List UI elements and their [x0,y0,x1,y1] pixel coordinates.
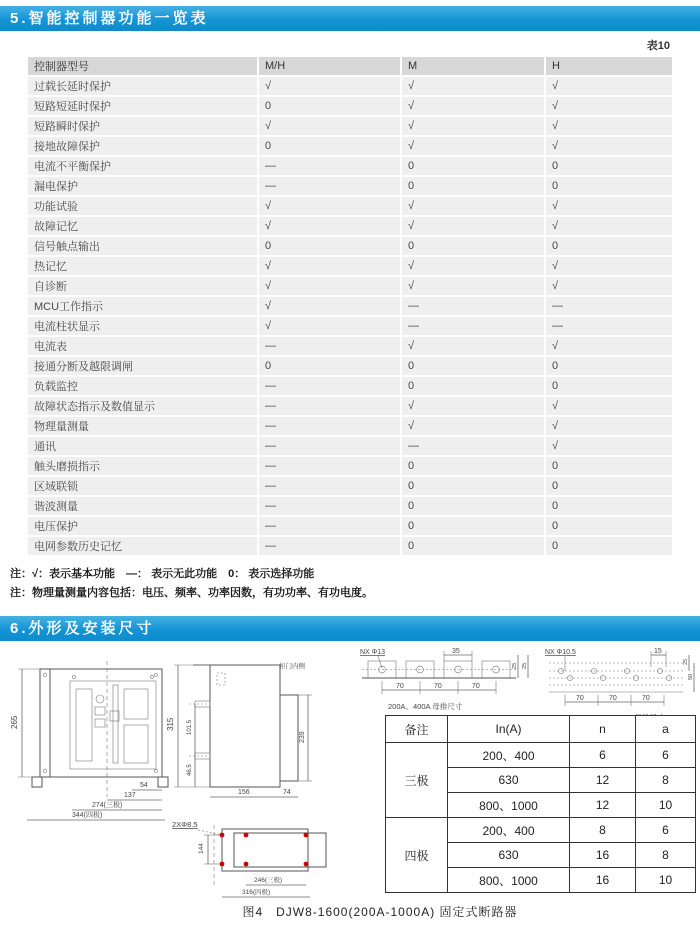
table10-label: 表10 [646,40,670,52]
busbar-small-dim-70a: 70 [396,683,404,690]
function-name-cell: 电流不平衡保护 [28,156,258,176]
function-value-cell: — [258,456,401,476]
function-value-cell: 0 [545,536,672,556]
function-value-cell: — [258,516,401,536]
function-value-cell: 0 [258,136,401,156]
spec-value-cell: 630 [448,843,570,868]
spec-col-n: n [570,716,636,743]
function-value-cell: √ [258,76,401,96]
function-row [28,536,672,556]
function-value-cell: 0 [545,176,672,196]
mounting-dim-316: 316(四极) [242,889,271,896]
spec-value-cell: 6 [570,743,636,768]
function-name-cell: 通讯 [28,436,258,456]
function-name-cell: 漏电保护 [28,176,258,196]
function-row [28,316,672,336]
function-value-cell: — [401,296,545,316]
function-value-cell: — [545,296,672,316]
function-value-cell: √ [545,116,672,136]
busbar-small-dim-35: 35 [452,648,460,655]
function-name-cell: 区域联锁 [28,476,258,496]
function-row [28,196,672,216]
function-value-cell: — [258,156,401,176]
col-header-model: 控制器型号 [28,57,258,76]
function-row [28,516,672,536]
function-row [28,436,672,456]
spec-value-cell: 16 [570,868,636,893]
function-value-cell: √ [545,96,672,116]
spec-value-cell: 10 [636,868,696,893]
function-value-cell: √ [258,276,401,296]
mounting-hole-label: 2XΦ8.5 [172,820,198,829]
function-row [28,456,672,476]
mounting-hole-drawing [170,817,340,909]
busbar-small-dim-25b: 25 [522,662,528,669]
spec-value-cell: 200、400 [448,743,570,768]
busbar-small-dim-25a: 25 [512,662,518,669]
function-name-cell: 接通分断及越限调闸 [28,356,258,376]
front-view-drawing [10,657,170,837]
function-value-cell: √ [258,216,401,236]
function-name-cell: 功能试验 [28,196,258,216]
function-value-cell: √ [545,196,672,216]
function-value-cell: 0 [545,156,672,176]
function-value-cell: 0 [545,456,672,476]
function-value-cell: — [258,416,401,436]
side-dim-101: 101.5 [187,719,193,735]
function-row [28,476,672,496]
function-value-cell: 0 [401,236,545,256]
function-value-cell: 0 [258,236,401,256]
notes-block [10,565,700,603]
function-value-cell: — [401,316,545,336]
section5-header: 5.智能控制器功能一览表 [0,6,700,31]
spec-group-label: 三极 [386,743,448,818]
function-name-cell: 电压保护 [28,516,258,536]
function-row [28,216,672,236]
function-value-cell: 0 [545,356,672,376]
function-row [28,496,672,516]
function-value-cell: √ [545,256,672,276]
function-value-cell: 0 [401,496,545,516]
function-value-cell: — [258,476,401,496]
mounting-dim-144: 144 [198,843,205,854]
function-value-cell: — [258,536,401,556]
function-name-cell: 信号触点输出 [28,236,258,256]
spec-value-cell: 6 [636,743,696,768]
side-dim-239: 239 [299,731,306,743]
function-value-cell: 0 [401,516,545,536]
side-view-drawing [165,659,320,811]
function-name-cell: 电网参数历史记忆 [28,536,258,556]
busbar-large-dim-70b: 70 [609,695,617,702]
function-value-cell: — [258,176,401,196]
front-dim-54: 54 [140,782,148,789]
function-row [28,296,672,316]
function-value-cell: — [258,436,401,456]
spec-group-label: 四极 [386,818,448,893]
function-table-body [28,76,672,556]
busbar-large-dim-15: 15 [654,648,662,655]
function-value-cell: √ [401,216,545,236]
spec-value-cell: 200、400 [448,818,570,843]
spec-value-cell: 6 [636,818,696,843]
function-name-cell: 物理量测量 [28,416,258,436]
function-value-cell: — [258,496,401,516]
function-value-cell: √ [401,396,545,416]
figure-caption: 图4 DJW8-1600(200A-1000A) 固定式断路器 [242,905,518,919]
function-row [28,76,672,96]
function-value-cell: √ [401,336,545,356]
function-row [28,376,672,396]
spec-value-cell: 10 [636,793,696,818]
function-value-cell: 0 [545,236,672,256]
busbar-large-dim-70a: 70 [576,695,584,702]
function-name-cell: 谐波测量 [28,496,258,516]
function-value-cell: √ [401,76,545,96]
function-value-cell: 0 [545,376,672,396]
function-value-cell: √ [401,416,545,436]
function-name-cell: 电流柱状显示 [28,316,258,336]
function-name-cell: 触头磨损指示 [28,456,258,476]
function-value-cell: √ [401,276,545,296]
function-name-cell: 故障记忆 [28,216,258,236]
mounting-dim-246: 246(三极) [254,877,283,884]
function-value-cell: 0 [545,476,672,496]
busbar-small-drawing [358,645,544,717]
function-value-cell: — [258,336,401,356]
function-row [28,396,672,416]
col-header-mh: M/H [258,57,401,76]
function-value-cell: √ [545,336,672,356]
busbar-large-dim-25: 25 [683,658,689,665]
spec-value-cell: 630 [448,768,570,793]
busbar-small-dim-70b: 70 [434,683,442,690]
spec-value-cell: 12 [570,768,636,793]
spec-value-cell: 12 [570,793,636,818]
function-row [28,116,672,136]
function-name-cell: 短路瞬时保护 [28,116,258,136]
front-dim-344: 344(四极) [72,812,103,819]
function-value-cell: 0 [545,496,672,516]
spec-col-a: a [636,716,696,743]
function-value-cell: √ [401,136,545,156]
function-value-cell: √ [401,256,545,276]
spec-value-cell: 800、1000 [448,868,570,893]
function-table [28,57,672,557]
function-row [28,336,672,356]
side-dim-74: 74 [283,789,291,796]
spec-value-cell: 8 [636,768,696,793]
function-name-cell: 接地故障保护 [28,136,258,156]
spec-value-cell: 8 [636,843,696,868]
spec-value-cell: 800、1000 [448,793,570,818]
function-row [28,276,672,296]
spec-col-in: In(A) [448,716,570,743]
function-value-cell: 0 [401,176,545,196]
function-table-header-row [28,57,672,76]
function-value-cell: 0 [401,476,545,496]
function-value-cell: 0 [401,376,545,396]
function-value-cell: — [258,396,401,416]
front-dim-137: 137 [124,792,136,799]
function-value-cell: √ [545,136,672,156]
side-dim-46: 46.5 [187,764,193,776]
busbar-large-dim-70c: 70 [642,695,650,702]
function-value-cell: — [401,436,545,456]
function-value-cell: √ [545,276,672,296]
side-dim-height: 315 [166,717,175,731]
function-value-cell: √ [545,216,672,236]
datasheet-page [0,6,700,919]
section6-header: 6.外形及安装尺寸 [0,616,700,641]
busbar-small-dim-70c: 70 [472,683,480,690]
side-dim-156: 156 [238,789,250,796]
busbar-large-hole-label: NX Φ10.5 [545,649,576,656]
busbar-small-caption: 200A、400A 母排尺寸 [388,702,463,711]
spec-row [386,818,696,843]
function-name-cell: 电流表 [28,336,258,356]
function-value-cell: √ [401,96,545,116]
col-header-m: M [401,57,545,76]
function-value-cell: √ [401,196,545,216]
busbar-small-hole-label: NX Φ13 [360,649,386,656]
function-value-cell: √ [258,296,401,316]
function-row [28,96,672,116]
function-name-cell: 故障状态指示及数值显示 [28,396,258,416]
function-value-cell: √ [258,316,401,336]
function-name-cell: MCU工作指示 [28,296,258,316]
function-value-cell: — [258,376,401,396]
spec-table-body [386,743,696,893]
function-value-cell: √ [258,196,401,216]
function-value-cell: 0 [258,96,401,116]
note-measurement: 注：物理量测量内容包括：电压、频率、功率因数，有功功率、有功电度。 [10,587,373,599]
front-dim-height: 265 [10,715,19,729]
function-value-cell: 0 [401,356,545,376]
mounting-hole-markers [220,833,309,867]
spec-row [386,743,696,768]
spec-table [385,715,696,893]
function-value-cell: √ [545,396,672,416]
spec-value-cell: 16 [570,843,636,868]
function-value-cell: 0 [258,356,401,376]
function-value-cell: 0 [401,536,545,556]
spec-header-row [386,716,696,743]
function-value-cell: — [545,316,672,336]
function-row [28,156,672,176]
function-name-cell: 自诊断 [28,276,258,296]
function-value-cell: √ [545,416,672,436]
function-value-cell: √ [258,116,401,136]
function-value-cell: 0 [401,156,545,176]
spec-col-remark: 备注 [386,716,448,743]
function-row [28,256,672,276]
function-value-cell: √ [258,256,401,276]
function-value-cell: 0 [545,516,672,536]
function-value-cell: 0 [401,456,545,476]
function-value-cell: √ [401,116,545,136]
note-legend: 注：√：表示基本功能 —： 表示无此功能 0： 表示选择功能 [10,568,315,580]
col-header-h: H [545,57,672,76]
function-row [28,136,672,156]
function-row [28,236,672,256]
function-row [28,176,672,196]
function-name-cell: 短路短延时保护 [28,96,258,116]
spec-value-cell: 8 [570,818,636,843]
busbar-large-dim-50: 50 [688,673,694,680]
function-row [28,416,672,436]
dimension-drawings [0,645,700,925]
front-dim-274: 274(三极) [92,802,123,809]
function-row [28,356,672,376]
function-name-cell: 过载长延时保护 [28,76,258,96]
function-name-cell: 负载监控 [28,376,258,396]
function-name-cell: 热记忆 [28,256,258,276]
function-value-cell: √ [545,436,672,456]
function-value-cell: √ [545,76,672,96]
door-inside-label: 柜门内侧 [279,663,305,670]
